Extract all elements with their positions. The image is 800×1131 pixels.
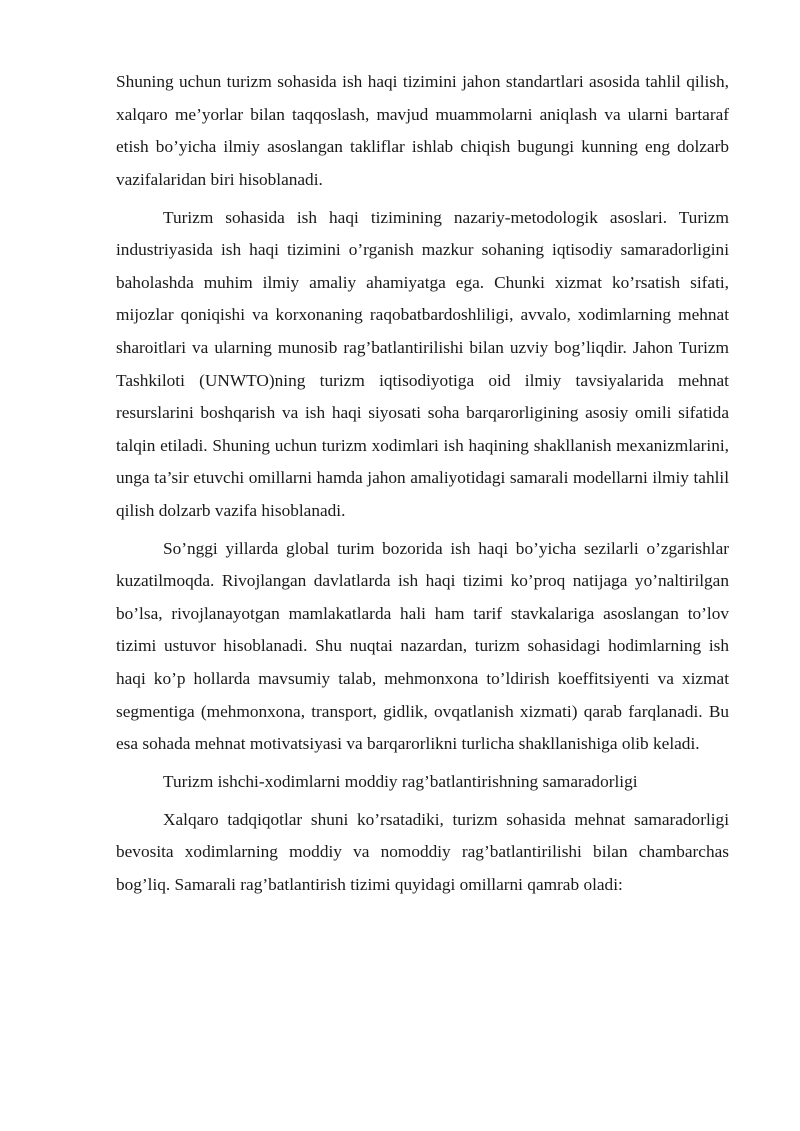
document-page xyxy=(116,66,729,907)
paragraph-intro: Shuning uchun turizm sohasida ish haqi tizimini jahon standartlari asosida tahlil qilish, xalqaro me’yorlar bilan taqqoslash, mavjud muammolarni aniqlash va ularni bartaraf etish bo’yicha ilmiy asoslangan takliflar ishlab chiqish bugungi kunning eng dolzarb vazifalaridan biri hisoblanadi. xyxy=(116,72,729,189)
paragraph-global-trends: So’nggi yillarda global turim bozorida ish haqi bo’yicha sezilarli o’zgarishlar kuzatilmoqda. Rivojlangan davlatlarda ish haqi tizimi ko’proq natijaga yo’naltirilgan bo’lsa, rivojlanayotgan mamlakatlarda hali ham tarif stavkalariga asoslangan to’lov tizimi ustuvor hisoblanadi. Shu nuqtai nazardan, turizm sohasidagi hodimlarning ish haqi ko’p hollarda mavsumiy talab, mehmonxona to’ldirish koeffitsiyenti va xizmat segmentiga (mehmonxona, transport, gidlik, ovqatlanish xizmati) qarab farqlanadi. Bu esa sohada mehnat motivatsiyasi va barqarorlikni turlicha shakllanishiga olib keladi. xyxy=(116,538,729,754)
paragraph-theory: Turizm sohasida ish haqi tizimining nazariy-metodologik asoslari. Turizm industriyasida ish haqi tizimini o’rganish mazkur sohaning iqtisodiy samaradorligini baholashda muhim ilmiy amaliy ahamiyatga ega. Chunki xizmat ko’rsatish sifati, mijozlar qoniqishi va korxonaning raqobatbardoshliligi, avvalo, xodimlarning mehnat sharoitlari va ularning munosib rag’batlantirilishi bilan uzviy bog’liqdir. Jahon Turizm Tashkiloti (UNWTO)ning turizm iqtisodiyotiga oid ilmiy tavsiyalarida mehnat resurslarini boshqarish va ish haqi siyosati soha barqarorligining asosiy omili sifatida talqin etiladi. Shuning uchun turizm xodimlari ish haqining shakllanish mexanizmlarini, unga ta’sir etuvchi omillarni hamda jahon amaliyotidagi samarali modellarni ilmiy tahlil qilish dolzarb vazifa hisoblanadi. xyxy=(116,207,729,520)
paragraph-closing: Xalqaro tadqiqotlar shuni ko’rsatadiki, turizm sohasida mehnat samaradorligi bevosita xodimlarning moddiy va nomoddiy rag’batlantirilishi bilan chambarchas bog’liq. Samarali rag’batlantirish tizimi quyidagi omillarni qamrab oladi: xyxy=(116,809,729,894)
section-heading: Turizm ishchi-xodimlarni moddiy rag’batlantirishning samaradorligi xyxy=(163,772,638,792)
